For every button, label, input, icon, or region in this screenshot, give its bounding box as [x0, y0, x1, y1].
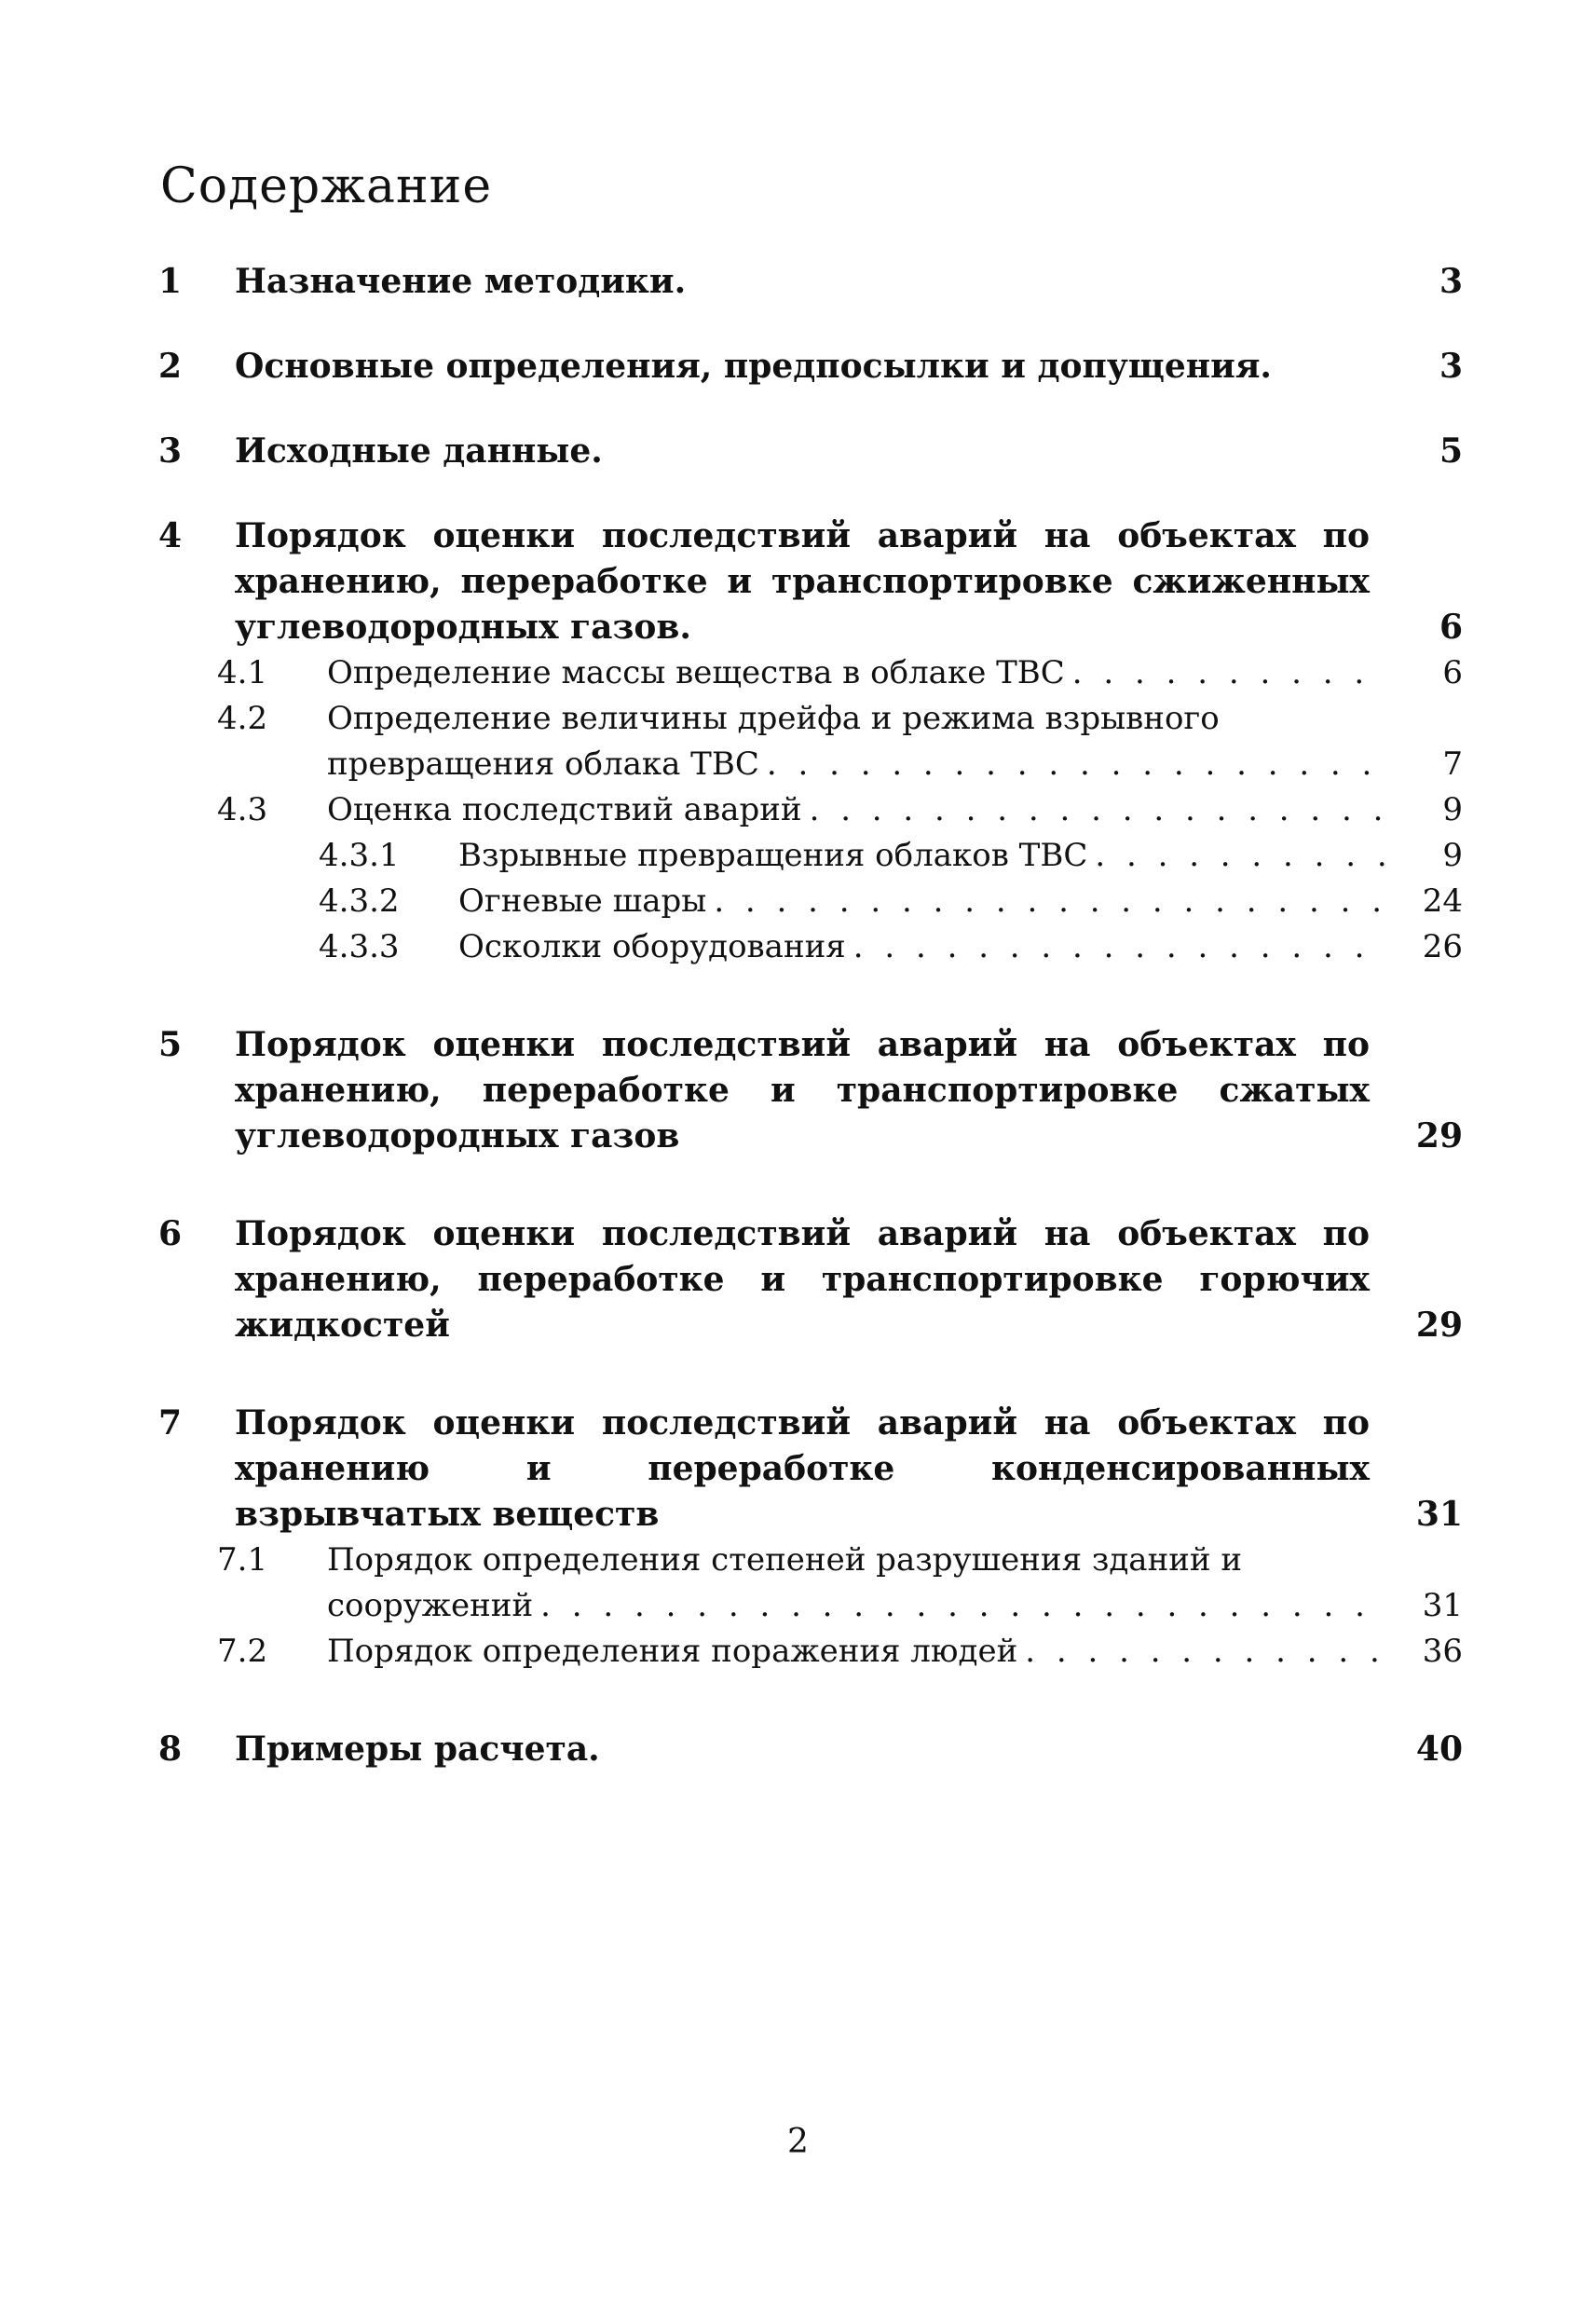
section-page: 29	[1415, 1116, 1463, 1156]
toc-subsection-4-3-2[interactable]	[158, 879, 1463, 924]
subsection-page: 7	[1442, 745, 1463, 783]
toc-subsection-4-2[interactable]	[158, 696, 1463, 787]
toc-section-8[interactable]	[158, 1727, 1463, 1772]
section-number: 7	[158, 1403, 183, 1443]
toc-title: Содержание	[160, 158, 493, 214]
section-page: 6	[1439, 608, 1463, 647]
section-title: Порядок оценки последствий аварий на объектах по хранению, переработке и транспортировке горючих жидкостей	[235, 1214, 1370, 1345]
section-title: Порядок оценки последствий аварий на объектах по хранению и переработке конденсированных взрывчатых веществ	[235, 1403, 1370, 1534]
toc-section-3[interactable]	[158, 429, 1463, 474]
toc-section-5[interactable]	[158, 1022, 1463, 1159]
section-page: 31	[1415, 1495, 1463, 1534]
table-of-contents	[158, 259, 1463, 1772]
subsection-title: Огневые шары . . .	[458, 879, 1388, 924]
toc-section-2[interactable]	[158, 344, 1463, 390]
subsection-number: 4.3.2	[319, 882, 400, 920]
subsection-page: 6	[1442, 654, 1463, 691]
section-number: 3	[158, 431, 183, 471]
section-number: 8	[158, 1730, 183, 1769]
section-number: 1	[158, 262, 183, 301]
toc-subsection-4-3-1[interactable]	[158, 833, 1463, 879]
subsection-number: 7.1	[217, 1541, 268, 1579]
subsection-number: 4.3	[217, 791, 268, 828]
toc-subsection-4-1[interactable]	[158, 650, 1463, 696]
section-number: 5	[158, 1025, 183, 1064]
section-title: Порядок оценки последствий аварий на объектах по хранению, переработке и транспортировке сжиженных углеводородных газов.	[235, 516, 1370, 647]
section-title: Порядок оценки последствий аварий на объектах по хранению, переработке и транспортировке сжатых углеводородных газов	[235, 1025, 1370, 1156]
subsection-number: 4.3.3	[319, 928, 400, 965]
section-page: 40	[1415, 1730, 1463, 1769]
subsection-number: 4.3.1	[319, 837, 400, 874]
subsection-page: 31	[1422, 1587, 1463, 1624]
subsection-title: Осколки оборудования . . .	[458, 924, 1388, 970]
subsection-title: Оценка последствий аварий . . .	[327, 787, 1388, 833]
toc-section-4[interactable]	[158, 513, 1463, 970]
toc-subsection-4-3-3[interactable]	[158, 924, 1463, 970]
toc-section-6[interactable]	[158, 1211, 1463, 1348]
toc-subsection-7-1[interactable]	[158, 1538, 1463, 1629]
subsection-number: 7.2	[217, 1633, 268, 1670]
subsection-title: Порядок определения поражения людей . . .	[327, 1629, 1388, 1675]
section-number: 2	[158, 347, 183, 386]
subsection-title: Взрывные превращения облаков ТВС . . .	[458, 833, 1388, 879]
toc-subsection-7-2[interactable]	[158, 1629, 1463, 1675]
subsection-title: Порядок определения степеней разрушения зданий и сооружений . . .	[327, 1538, 1388, 1629]
subsection-title: Определение величины дрейфа и режима взрывного превращения облака ТВС . . .	[327, 696, 1388, 787]
toc-section-7[interactable]	[158, 1401, 1463, 1675]
section-title: Основные определения, предпосылки и допущения.	[235, 347, 1272, 386]
subsection-page: 26	[1422, 928, 1463, 965]
subsection-page: 36	[1422, 1633, 1463, 1670]
subsection-page: 24	[1422, 882, 1463, 920]
subsection-number: 4.2	[217, 700, 268, 737]
section-page: 3	[1439, 262, 1463, 301]
subsection-page: 9	[1442, 791, 1463, 828]
subsection-title: Определение массы вещества в облаке ТВС . . .	[327, 650, 1388, 696]
section-page: 29	[1415, 1306, 1463, 1345]
toc-subsection-4-3[interactable]	[158, 787, 1463, 833]
section-number: 6	[158, 1214, 183, 1253]
subsection-number: 4.1	[217, 654, 268, 691]
section-number: 4	[158, 516, 183, 555]
section-title: Назначение методики.	[235, 262, 687, 301]
page-number: 2	[787, 2123, 809, 2161]
subsection-page: 9	[1442, 837, 1463, 874]
section-title: Исходные данные.	[235, 431, 603, 471]
section-title: Примеры расчета.	[235, 1730, 600, 1769]
toc-section-1[interactable]	[158, 259, 1463, 305]
section-page: 5	[1439, 431, 1463, 471]
section-page: 3	[1439, 347, 1463, 386]
